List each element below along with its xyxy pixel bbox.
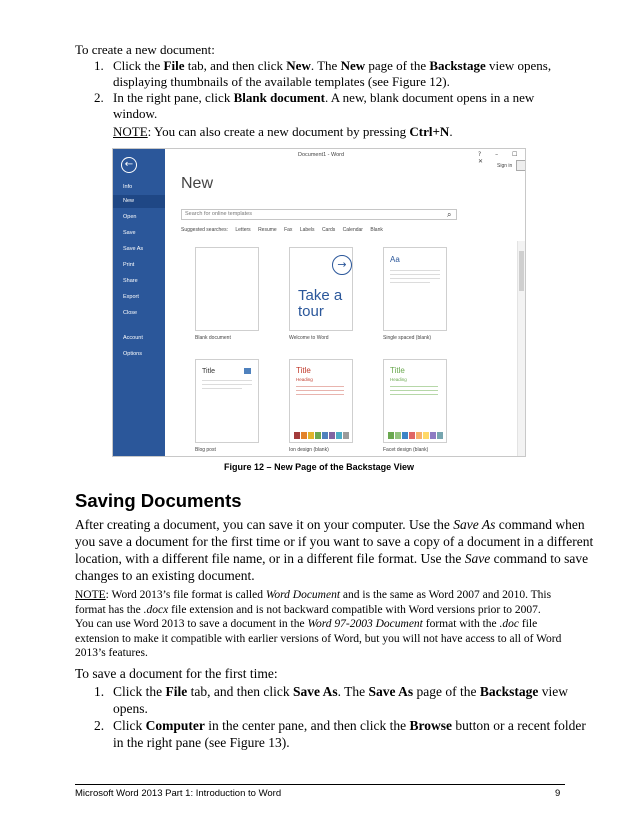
avatar [516,160,526,171]
sidebar-item-print[interactable]: Print [123,262,135,268]
note-paragraph: NOTE: Word 2013’s file format is called Word Document and is the same as Word 2007 and 2010. This format has the .docx file extension and is not backward compatible with Word versions prior to 2007. You can use Word 2013 to save a document in the Word 97-2003 Document format with the .doc file extension to make it compatible with earlier versions of Word, but you will not have access to all of Word 2013’s features. [75,589,562,659]
scrollbar[interactable] [517,241,526,456]
step-text: Click the File tab, and then click New. The New page of the Backstage view opens, [113,58,552,73]
lead-text: To save a document for the first time: [75,666,278,681]
suggested-label: Suggested searches: [181,227,228,233]
template-label: Facet design (blank) [383,447,429,453]
suggested-link[interactable]: Cards [321,227,336,233]
footer-title: Microsoft Word 2013 Part 1: Introduction to Word [75,788,282,799]
step-text: Click Computer in the center pane, and then click the Browse button or a recent folder [113,718,586,733]
step-text-cont: opens. [113,701,148,716]
step-text-cont: in the right pane (see Figure 13). [113,735,290,750]
tour-text: Take a tour [298,287,343,320]
intro-lead: To create a new document: [75,42,215,57]
sign-in-link[interactable]: Sign in [497,163,513,169]
sidebar-item-open[interactable]: Open [123,214,137,220]
suggested-link[interactable]: Resume [258,227,277,233]
sidebar-item-options[interactable]: Options [123,351,142,357]
window-controls[interactable]: ? – ☐ ✕ [478,151,524,165]
backstage-sidebar [113,149,165,456]
sidebar-item-export[interactable]: Export [123,294,139,300]
scroll-thumb[interactable] [519,251,524,291]
step-number: 2. [94,718,105,733]
step-text: In the right pane, click Blank document. A new, blank document opens in a new [113,90,535,105]
page-title: New [181,175,214,192]
suggested-link[interactable]: Labels [299,227,315,233]
suggested-searches [181,227,389,233]
template-welcome-to-word[interactable] [289,247,353,331]
step-text-cont: window. [113,106,158,121]
search-input[interactable]: Search for online templates [181,209,457,220]
template-label: Ion design (blank) [289,447,329,453]
sidebar-item-account[interactable]: Account [123,335,143,341]
arrow-right-circle-icon: → [332,255,352,275]
note: NOTE: You can also create a new document by pressing Ctrl+N. [113,124,453,139]
template-single-spaced[interactable] [383,247,447,331]
suggested-link[interactable]: Blank [370,227,383,233]
suggested-link[interactable]: Calendar [342,227,363,233]
paragraph: After creating a document, you can save it on your computer. Use the Save As command when you save a document for the first time or if you want to save a copy of a document in a different location, with a different file name, or in a different file format. Use the Save command to save changes to an existing document. [75,517,594,583]
suggested-link[interactable]: Fax [284,227,293,233]
suggested-link[interactable]: Letters [235,227,251,233]
template-blank-document[interactable] [195,247,259,331]
image-icon [244,368,251,374]
sidebar-item-share[interactable]: Share [123,278,138,284]
template-label: Single spaced (blank) [383,335,432,341]
template-blog-post[interactable] [195,359,259,443]
template-mark: Aa [390,255,400,264]
sidebar-item-info[interactable]: Info [123,184,133,190]
step-text: Click the File tab, and then click Save As. The Save As page of the Backstage view [113,684,568,699]
step-number: 1. [94,684,105,699]
backstage-screenshot [112,148,526,457]
page-number: 9 [555,788,561,799]
template-facet-design[interactable] [383,359,447,443]
template-subtitle: Heading [296,377,313,382]
template-label: Blank document [195,335,231,341]
sidebar-item-save[interactable]: Save [123,230,136,236]
figure-caption: Figure 12 – New Page of the Backstage View [224,462,414,472]
step-text-cont: displaying thumbnails of the available templates (see Figure 12). [113,74,450,89]
template-label: Welcome to Word [289,335,329,341]
footer-divider [75,784,565,785]
sidebar-item-save-as[interactable]: Save As [123,246,144,252]
arrow-left-icon[interactable]: ← [121,157,137,173]
sidebar-item-new[interactable]: New [113,195,165,208]
sidebar-item-close[interactable]: Close [123,310,138,316]
step-number: 2. [94,90,104,105]
template-title: Title [296,366,311,375]
step-number: 1. [94,58,104,73]
template-title: Title [390,366,405,375]
template-subtitle: Heading [390,377,407,382]
template-label: Blog post [195,447,216,453]
window-title: Document1 - Word [298,152,345,158]
section-heading: Saving Documents [75,490,242,511]
template-title: Title [202,368,215,375]
template-ion-design[interactable] [289,359,353,443]
search-icon[interactable]: ⌕ [447,210,452,219]
